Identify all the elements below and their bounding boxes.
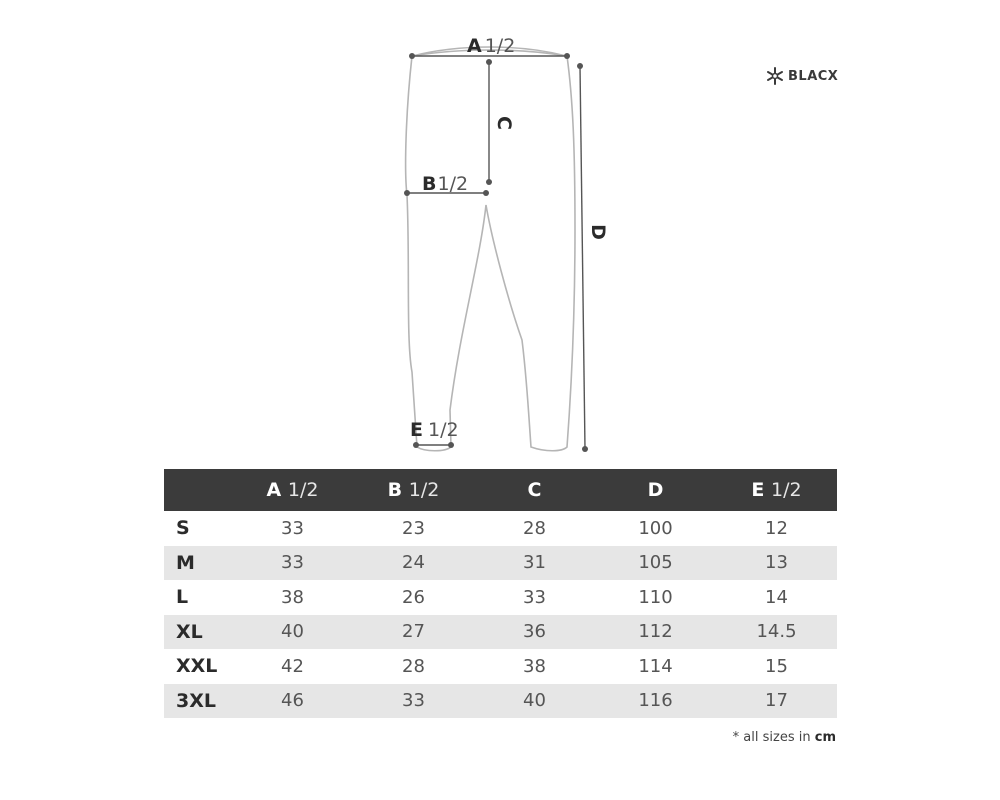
measure-c-dot-top xyxy=(486,59,492,65)
table-row xyxy=(164,615,837,650)
measure-c-label: C xyxy=(493,116,515,130)
value-cell: 116 xyxy=(595,684,716,719)
value-cell: 33 xyxy=(523,586,546,608)
measure-d-line xyxy=(580,66,585,449)
measure-e-dot-left xyxy=(413,442,419,448)
pants-outline xyxy=(406,50,575,451)
measure-b-dot-right xyxy=(483,190,489,196)
table-row xyxy=(164,511,837,546)
measure-a-label: A 1/2 xyxy=(467,35,516,57)
size-name: S xyxy=(176,517,190,540)
measure-a-dot-left xyxy=(409,53,415,59)
brand-logo xyxy=(766,66,838,86)
measure-d-dot-top xyxy=(577,63,583,69)
header-a: A 1/2 xyxy=(232,469,353,511)
value-cell: 40 xyxy=(474,684,595,719)
measure-a-dot-right xyxy=(564,53,570,59)
value-cell: 42 xyxy=(281,655,304,677)
value-cell: 38 xyxy=(523,655,546,677)
value-cell: 110 xyxy=(638,586,673,608)
measure-e-label: E 1/2 xyxy=(410,419,459,441)
brand-name: BLACX xyxy=(788,68,839,84)
value-cell: 36 xyxy=(474,615,595,650)
measure-b-dot-left xyxy=(404,190,410,196)
value-cell: 40 xyxy=(232,615,353,650)
footnote-unit: cm xyxy=(814,730,836,745)
value-cell: 12 xyxy=(765,517,788,539)
table-row xyxy=(164,546,837,581)
measure-c-dot-bottom xyxy=(486,179,492,185)
value-cell: 46 xyxy=(232,684,353,719)
value-cell: 14 xyxy=(765,586,788,608)
header-e: E 1/2 xyxy=(716,469,837,511)
header-b: B 1/2 xyxy=(353,469,474,511)
size-name: M xyxy=(164,546,232,581)
value-cell: 28 xyxy=(402,655,425,677)
measure-d-label: D xyxy=(587,224,609,240)
header-d: D xyxy=(595,469,716,511)
snowflake-icon xyxy=(766,67,784,85)
header-c: C xyxy=(474,469,595,511)
value-cell: 13 xyxy=(716,546,837,581)
value-cell: 17 xyxy=(716,684,837,719)
value-cell: 114 xyxy=(638,655,673,677)
table-row xyxy=(164,580,837,615)
table-header-row xyxy=(164,469,837,511)
header-size xyxy=(164,469,232,511)
value-cell: 105 xyxy=(595,546,716,581)
value-cell: 33 xyxy=(281,517,304,539)
value-cell: 112 xyxy=(595,615,716,650)
table-row xyxy=(164,684,837,719)
footnote xyxy=(733,730,836,745)
value-cell: 24 xyxy=(353,546,474,581)
size-name: 3XL xyxy=(164,684,232,719)
value-cell: 27 xyxy=(353,615,474,650)
size-table xyxy=(164,469,837,718)
value-cell: 100 xyxy=(638,517,673,539)
size-name: L xyxy=(176,586,189,609)
value-cell: 31 xyxy=(474,546,595,581)
measure-e-dot-right xyxy=(448,442,454,448)
value-cell: 33 xyxy=(232,546,353,581)
value-cell: 15 xyxy=(765,655,788,677)
value-cell: 28 xyxy=(523,517,546,539)
value-cell: 14.5 xyxy=(716,615,837,650)
footnote-text: * all sizes in xyxy=(732,730,811,745)
value-cell: 38 xyxy=(281,586,304,608)
value-cell: 33 xyxy=(353,684,474,719)
value-cell: 23 xyxy=(402,517,425,539)
size-name: XL xyxy=(164,615,232,650)
measure-d-dot-bottom xyxy=(582,446,588,452)
size-name: XXL xyxy=(176,655,218,678)
measure-b-label: B1/2 xyxy=(422,173,469,195)
value-cell: 26 xyxy=(402,586,425,608)
table-row xyxy=(164,649,837,684)
